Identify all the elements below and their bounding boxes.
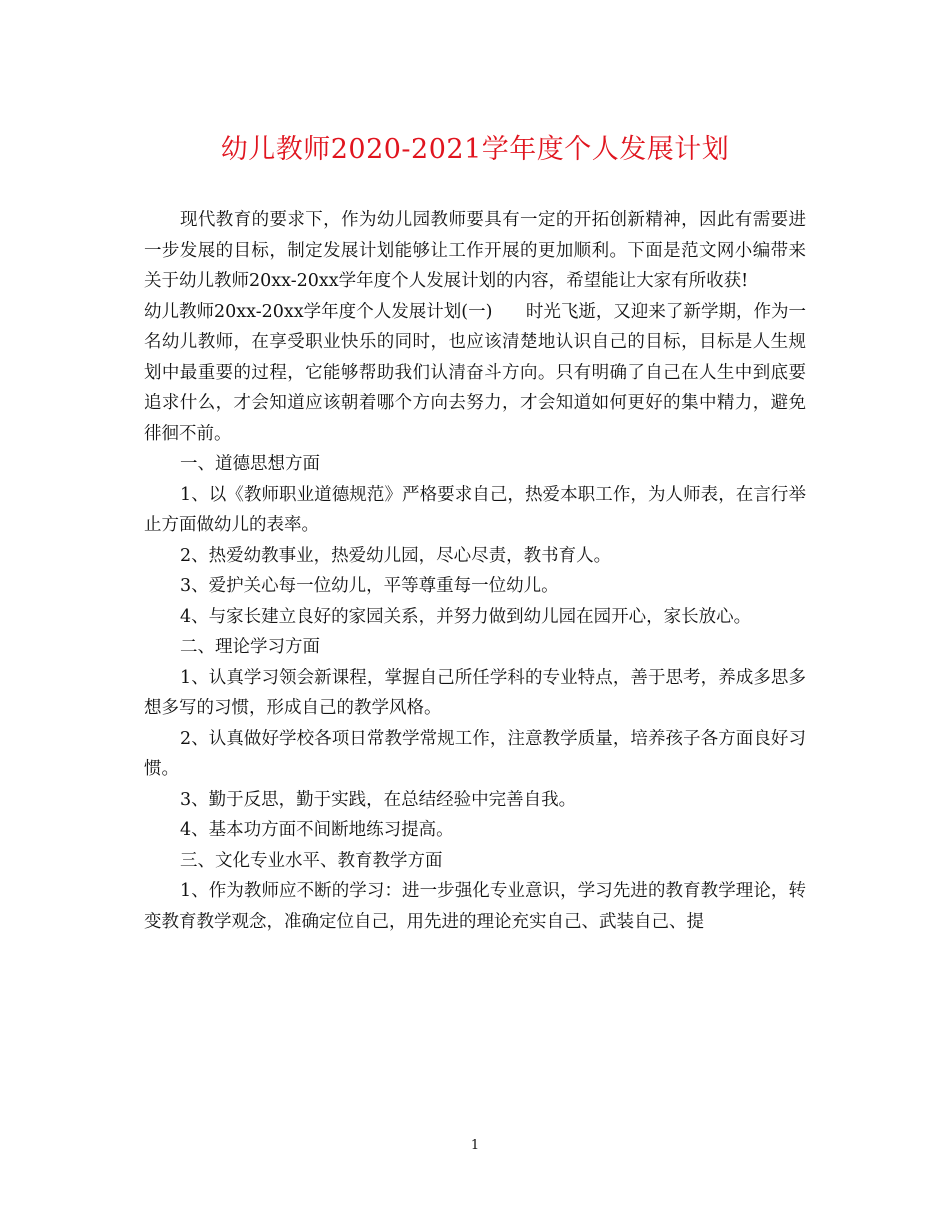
body-paragraph: 3、勤于反思，勤于实践，在总结经验中完善自我。 bbox=[180, 789, 577, 810]
body-paragraph: 1、认真学习领会新课程，掌握自己所任学科的专业特点，善于思考，养成多思多想多写的习惯，形成自己的教学风格。 bbox=[144, 667, 806, 718]
document-body bbox=[144, 205, 806, 937]
body-paragraph: 4、基本功方面不间断地练习提高。 bbox=[180, 820, 454, 840]
body-paragraph: 3、爱护关心每一位幼儿，平等尊重每一位幼儿。 bbox=[180, 576, 559, 596]
body-paragraph: 一、道德思想方面 bbox=[180, 454, 320, 474]
body-paragraph: 1、作为教师应不断的学习：进一步强化专业意识，学习先进的教育教学理论，转变教育教学观念，准确定位自己，用先进的理论充实自己、武装自己、提 bbox=[144, 881, 806, 932]
page-title: 幼儿教师2020-2021学年度个人发展计划 bbox=[220, 134, 730, 165]
body-paragraph: 1、以《教师职业道德规范》严格要求自己，热爱本职工作，为人师表，在言行举止方面做幼儿的表率。 bbox=[144, 484, 806, 535]
body-paragraph: 幼儿教师20xx-20xx学年度个人发展计划(一) 时光飞逝，又迎来了新学期，作为一名幼儿教师，在享受职业快乐的同时，也应该清楚地认识自己的目标，目标是人生规划中最重要的过程，它能够帮助我们认清奋斗方向。只有明确了自己在人生中到底要追求什么，才会知道应该朝着哪个方向去努力，才会知道如何更好的集中精力，避免徘徊不前。 bbox=[144, 301, 806, 444]
body-paragraph: 4、与家长建立良好的家园关系，并努力做到幼儿园在园开心，家长放心。 bbox=[180, 606, 752, 627]
body-paragraph: 2、热爱幼教事业，热爱幼儿园，尽心尽责，教书育人。 bbox=[180, 545, 612, 566]
body-paragraph: 2、认真做好学校各项日常教学常规工作，注意教学质量，培养孩子各方面良好习惯。 bbox=[144, 728, 806, 779]
body-paragraph: 现代教育的要求下，作为幼儿园教师要具有一定的开拓创新精神，因此有需要进一步发展的目标，制定发展计划能够让工作开展的更加顺利。下面是范文网小编带来关于幼儿教师20xx-20xx学年度个人发展计划的内容，希望能让大家有所收获! bbox=[144, 210, 806, 291]
page-number: 1 bbox=[470, 1138, 480, 1153]
body-paragraph: 三、文化专业水平、教育教学方面 bbox=[180, 850, 443, 871]
body-paragraph: 二、理论学习方面 bbox=[180, 637, 320, 657]
